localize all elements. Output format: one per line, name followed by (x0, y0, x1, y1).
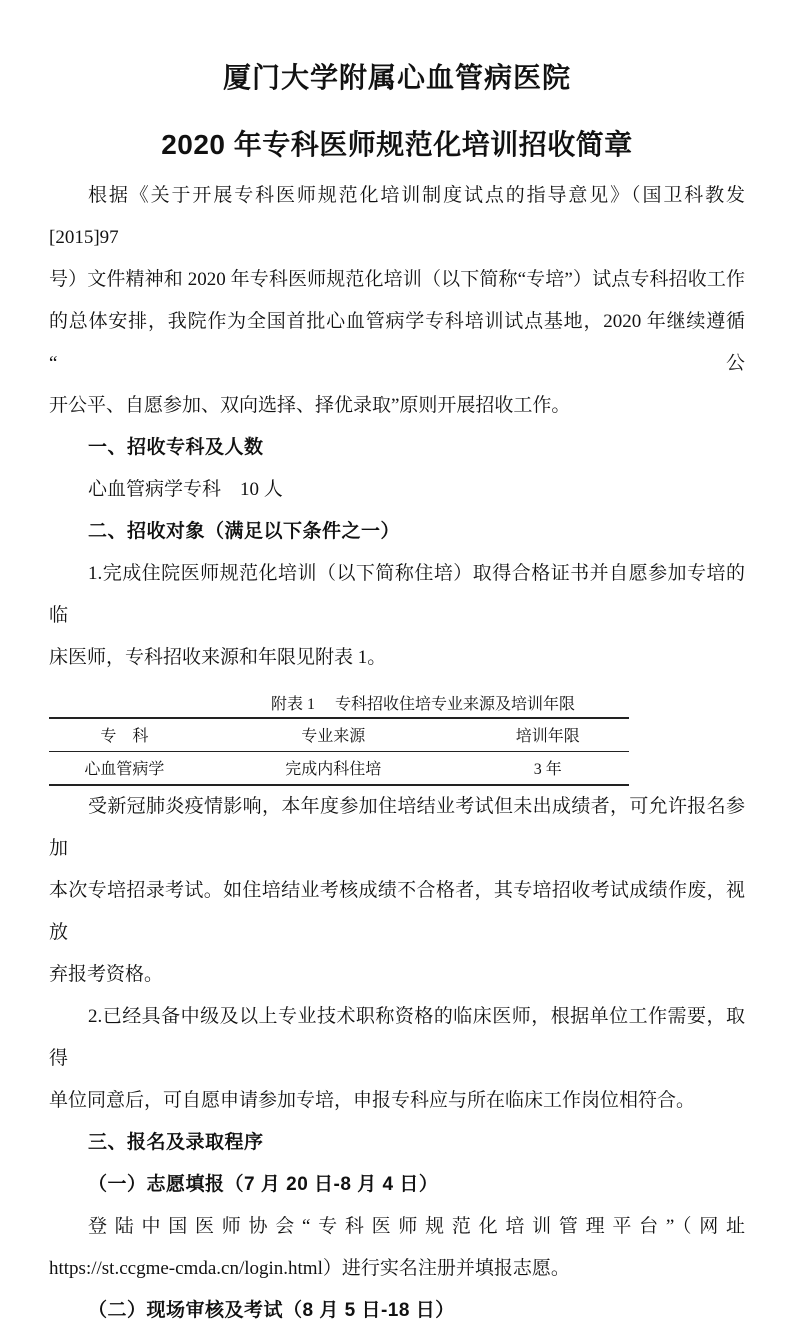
section-heading-2: 二、招收对象（满足以下条件之一） (88, 521, 401, 542)
paragraph-line: 单位同意后，可自愿申请参加专培，申报专科应与所在临床工作岗位相符合。 (49, 1090, 696, 1111)
table-cell-duration: 3 年 (533, 761, 562, 779)
paragraph-line: 根据《关于开展专科医师规范化培训制度试点的指导意见》（国卫科教发[2015]97 (49, 185, 745, 248)
appendix-table (49, 717, 629, 786)
paragraph-line: 登陆中国医师协会“专科医师规范化培训管理平台”（网址 (88, 1216, 745, 1237)
paragraph-line: 1.完成住院医师规范化培训（以下简称住培）取得合格证书并自愿参加专培的临 (49, 563, 745, 626)
table-cell-specialty: 心血管病学 (84, 761, 165, 779)
paragraph-line: 号）文件精神和 2020 年专科医师规范化培训（以下简称“专培”）试点专科招收工作 (49, 269, 745, 290)
table-header-row (49, 718, 629, 751)
section-heading-3: 三、报名及录取程序 (88, 1132, 264, 1153)
table-header-cell: 培训年限 (515, 728, 580, 746)
paragraph-line: 床医师，专科招收来源和年限见附表 1。 (49, 647, 387, 668)
subsection-heading-2: （二）现场审核及考试（8 月 5 日-18 日） (88, 1300, 455, 1321)
document-page (0, 58, 800, 1321)
section-heading-1: 一、招收专科及人数 (88, 437, 264, 458)
table-row (49, 751, 629, 785)
table-header-cell: 专 科 (100, 728, 149, 746)
paragraph-line: 的总体安排，我院作为全国首批心血管病学专科培训试点基地，2020 年继续遵循“公 (49, 311, 745, 374)
quota-line: 心血管病学专科 10 人 (88, 479, 283, 500)
document-body (49, 175, 745, 1332)
paragraph-line: 开公平、自愿参加、双向选择、择优录取”原则开展招收工作。 (49, 395, 571, 416)
table-header-cell: 专业来源 (301, 728, 366, 746)
doc-title: 厦门大学附属心血管病医院 (222, 62, 571, 93)
paragraph-line-url: https://st.ccgme-cmda.cn/login.html）进行实名注册并填报志愿。 (49, 1258, 570, 1279)
paragraph-line: 本次专培招录考试。如住培结业考核成绩不合格者，其专培招收考试成绩作废，视放 (49, 880, 745, 943)
table-cell-source: 完成内科住培 (285, 761, 382, 779)
paragraph-line: 弃报考资格。 (49, 964, 164, 985)
paragraph-line: 受新冠肺炎疫情影响，本年度参加住培结业考试但未出成绩者，可允许报名参加 (49, 796, 745, 859)
paragraph-line: 2.已经具备中级及以上专业技术职称资格的临床医师，根据单位工作需要，取得 (49, 1006, 745, 1069)
subsection-heading-1: （一）志愿填报（7 月 20 日-8 月 4 日） (88, 1174, 439, 1195)
doc-subtitle: 2020 年专科医师规范化培训招收简章 (161, 129, 633, 160)
table-caption: 附表 1 专科招收住培专业来源及培训年限 (271, 696, 576, 713)
